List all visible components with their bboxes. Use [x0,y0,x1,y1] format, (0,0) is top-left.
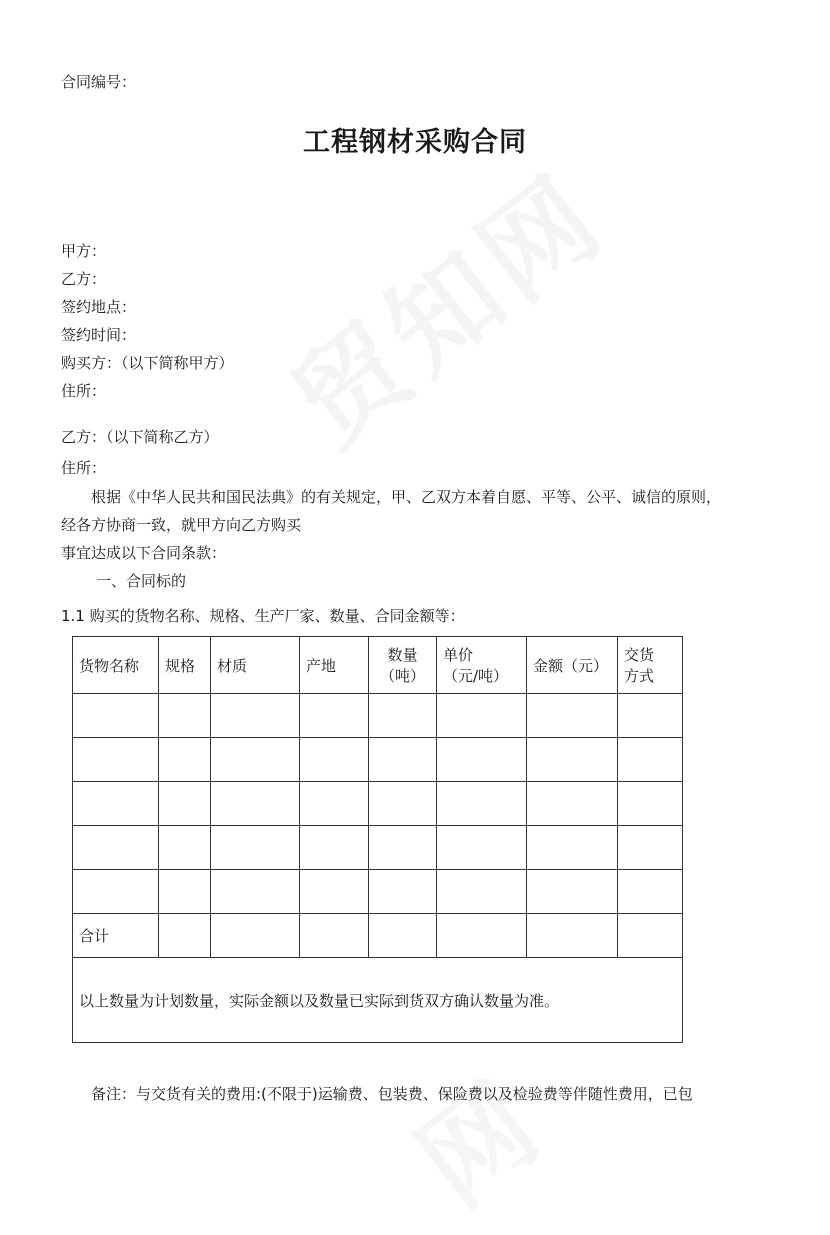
watermark [255,132,631,474]
sign-place-field: 签约地点： [61,298,137,316]
note-row [73,958,683,1043]
header-amount: 金额（元） [527,637,618,694]
buyer-field: 购买方：（以下简称甲方） [61,354,234,372]
header-quantity: 数量 （吨） [369,637,437,694]
watermark-bottom [380,1042,564,1234]
table-row [73,782,683,826]
table-header-row [73,637,683,694]
clause-1-1: 1.1 购买的货物名称、规格、生产厂家、数量、合同金额等： [61,607,465,625]
header-spec: 规格 [159,637,211,694]
total-row [73,914,683,958]
sign-time-field: 签约时间： [61,326,137,344]
table-row [73,870,683,914]
section-1-heading: 一、合同标的 [96,572,187,590]
seller-address-field: 住所： [61,459,107,477]
document-title: 工程钢材采购合同 [303,127,527,158]
header-unit-price: 单价 （元/吨） [437,637,527,694]
header-goods-name: 货物名称 [73,637,159,694]
table-note: 以上数量为计划数量，实际金额以及数量已实际到货双方确认数量为准。 [73,958,683,1043]
buyer-address-field: 住所： [61,382,107,400]
seller-field: 乙方：（以下简称乙方） [61,428,219,446]
header-delivery: 交货 方式 [618,637,683,694]
header-origin: 产地 [300,637,369,694]
remark-text: 备注：与交货有关的费用:(不限于)运输费、包装费、保险费以及检验费等伴随性费用，已包 [91,1085,693,1103]
party-a-field: 甲方： [61,242,107,260]
intro-line-2: 经各方协商一致，就甲方向乙方购买 [61,516,302,534]
total-label: 合计 [73,914,159,958]
party-b-field: 乙方： [61,270,107,288]
goods-table [72,636,683,1043]
intro-line-3: 事宜达成以下合同条款： [61,544,227,562]
table-row [73,738,683,782]
table-row [73,826,683,870]
table-row [73,694,683,738]
contract-number-label: 合同编号： [61,73,137,91]
intro-line-1: 根据《中华人民共和国民法典》的有关规定，甲、乙双方本着自愿、平等、公平、诚信的原则， [91,488,722,506]
header-material: 材质 [211,637,300,694]
